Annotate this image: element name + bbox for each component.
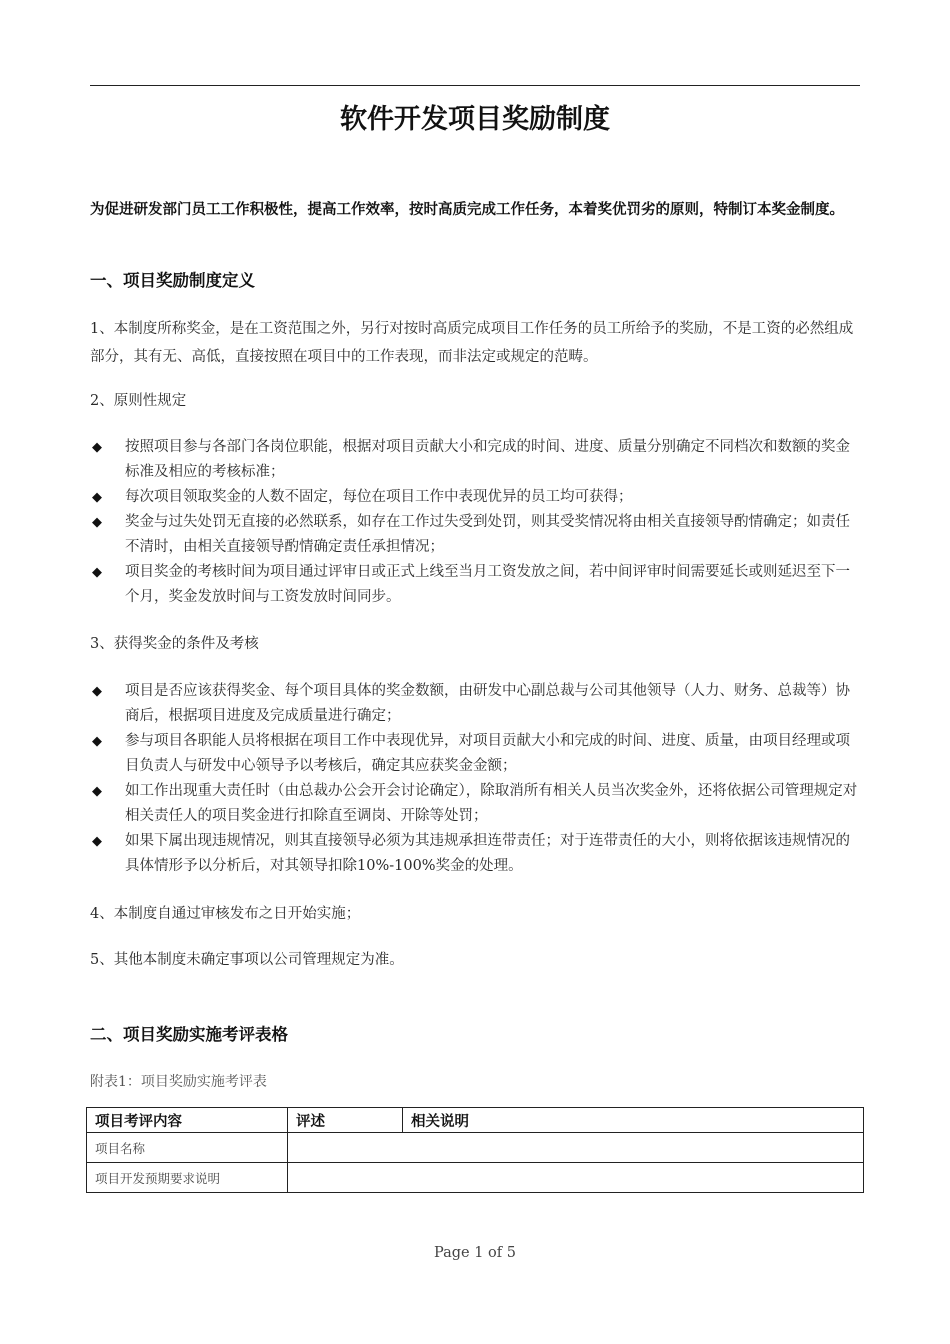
list-item: ◆ 参与项目各职能人员将根据在项目工作中表现优异，对项目贡献大小和完成的时间、进度、质量，由项目经理或项目负责人与研发中心领导予以考核后，确定其应获奖金金额； bbox=[90, 729, 862, 779]
column-header: 评述 bbox=[288, 1108, 403, 1133]
diamond-bullet-icon: ◆ bbox=[92, 734, 102, 749]
list-item: ◆ 按照项目参与各部门各岗位职能，根据对项目贡献大小和完成的时间、进度、质量分别确定不同档次和数额的奖金标准及相应的考核标准； bbox=[90, 435, 862, 485]
diamond-bullet-icon: ◆ bbox=[92, 834, 102, 849]
row-label: 项目名称 bbox=[87, 1133, 288, 1163]
diamond-bullet-icon: ◆ bbox=[92, 565, 102, 580]
section1-item5: 5、其他本制度未确定事项以公司管理规定为准。 bbox=[90, 952, 404, 968]
principles-list bbox=[90, 435, 862, 610]
list-item: ◆ 项目奖金的考核时间为项目通过评审日或正式上线至当月工资发放之间，若中间评审时间需要延长或则延迟至下一个月，奖金发放时间与工资发放时间同步。 bbox=[90, 560, 862, 610]
list-item: ◆ 奖金与过失处罚无直接的必然联系，如存在工作过失受到处罚，则其受奖情况将由相关直接领导酌情确定；如责任不清时，由相关直接领导酌情确定责任承担情况； bbox=[90, 510, 862, 560]
diamond-bullet-icon: ◆ bbox=[92, 784, 102, 799]
conditions-list bbox=[90, 679, 862, 879]
list-item: ◆ 每次项目领取奖金的人数不固定，每位在项目工作中表现优异的员工均可获得； bbox=[90, 485, 862, 510]
evaluation-table bbox=[86, 1107, 864, 1193]
list-item: ◆ 如果下属出现违规情况，则其直接领导必须为其违规承担连带责任；对于连带责任的大小，则将依据该违规情况的具体情形予以分析后，对其领导扣除10%-100%奖金的处理。 bbox=[90, 829, 862, 879]
section1-item2-heading: 2、原则性规定 bbox=[90, 393, 187, 409]
section1-item1: 1、本制度所称奖金，是在工资范围之外，另行对按时高质完成项目工作任务的员工所给予的奖励，不是工资的必然组成部分，其有无、高低，直接按照在项目中的工作表现，而非法定或规定的范畴。 bbox=[90, 321, 854, 365]
section1-heading: 一、项目奖励制度定义 bbox=[90, 271, 255, 290]
section1-item4: 4、本制度自通过审核发布之日开始实施； bbox=[90, 906, 361, 922]
section2-heading: 二、项目奖励实施考评表格 bbox=[90, 1025, 288, 1044]
header-rule bbox=[90, 85, 860, 86]
section1-item3-heading: 3、获得奖金的条件及考核 bbox=[90, 636, 259, 652]
table-row bbox=[87, 1163, 864, 1193]
empty-cell bbox=[288, 1163, 864, 1193]
empty-cell bbox=[288, 1133, 864, 1163]
intro-paragraph: 为促进研发部门员工工作积极性，提高工作效率，按时高质完成工作任务，本着奖优罚劣的原则，特制订本奖金制度。 bbox=[90, 202, 844, 218]
table-header-row bbox=[87, 1108, 864, 1133]
page-footer: Page 1 of 5 bbox=[434, 1245, 516, 1261]
diamond-bullet-icon: ◆ bbox=[92, 490, 102, 505]
list-item: ◆ 项目是否应该获得奖金、每个项目具体的奖金数额，由研发中心副总裁与公司其他领导（人力、财务、总裁等）协商后，根据项目进度及完成质量进行确定； bbox=[90, 679, 862, 729]
diamond-bullet-icon: ◆ bbox=[92, 515, 102, 530]
diamond-bullet-icon: ◆ bbox=[92, 684, 102, 699]
document-title: 软件开发项目奖励制度 bbox=[340, 104, 610, 135]
table-row bbox=[87, 1133, 864, 1163]
row-label: 项目开发预期要求说明 bbox=[87, 1163, 288, 1193]
list-item: ◆ 如工作出现重大责任时（由总裁办公会开会讨论确定），除取消所有相关人员当次奖金外，还将依据公司管理规定对相关责任人的项目奖金进行扣除直至调岗、开除等处罚； bbox=[90, 779, 862, 829]
column-header: 项目考评内容 bbox=[87, 1108, 288, 1133]
table-caption: 附表1：项目奖励实施考评表 bbox=[90, 1074, 267, 1090]
diamond-bullet-icon: ◆ bbox=[92, 440, 102, 455]
column-header: 相关说明 bbox=[403, 1108, 864, 1133]
